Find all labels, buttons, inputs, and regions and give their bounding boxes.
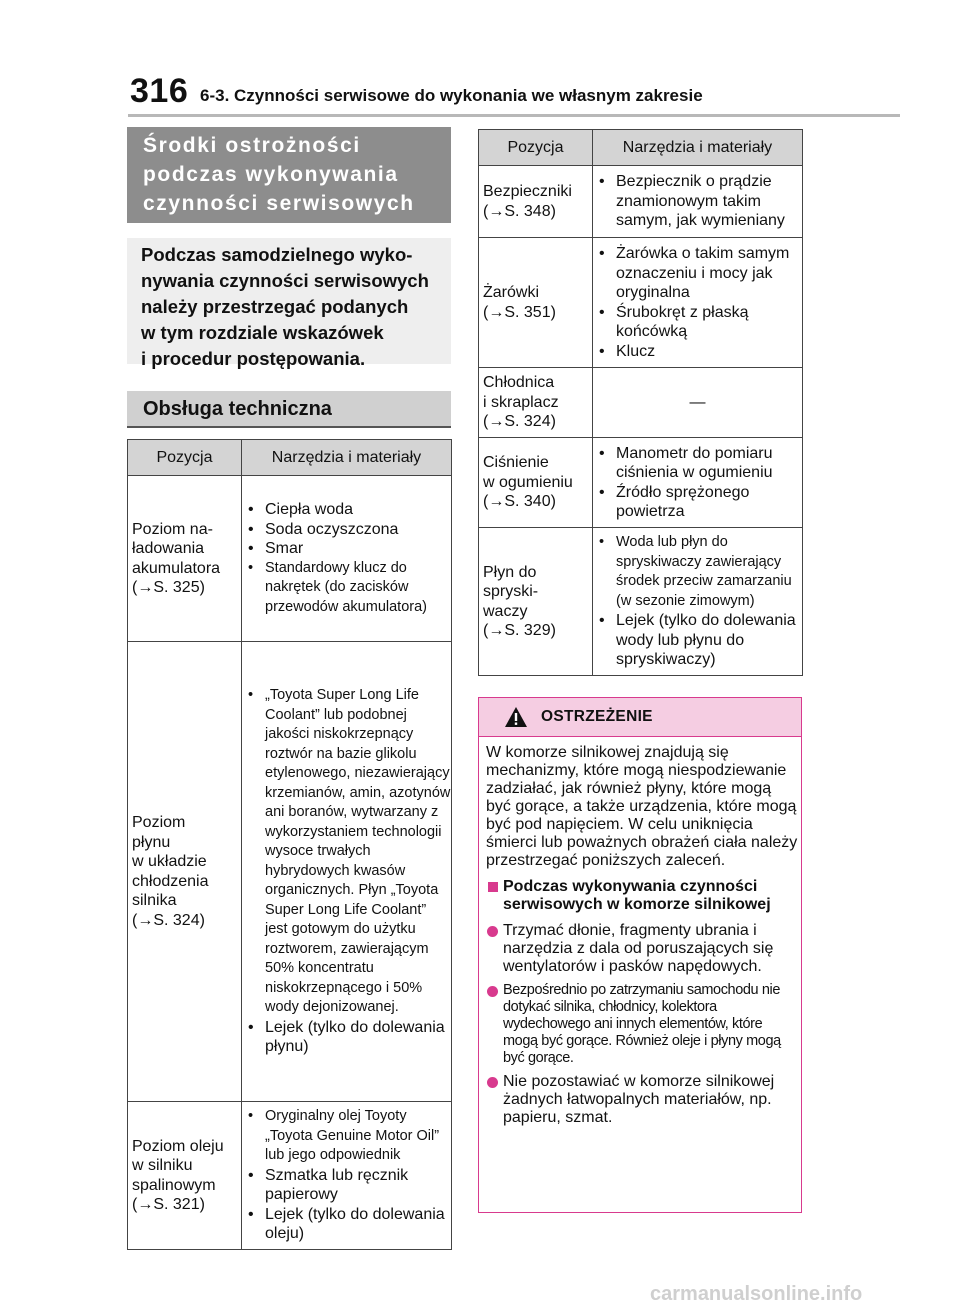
position-line: (→S. 324) xyxy=(483,413,556,431)
position-line: waczy xyxy=(483,602,528,620)
position-line: płynu xyxy=(132,833,171,851)
position-line: chłodzenia xyxy=(132,872,209,890)
position-line: (→S. 321) xyxy=(132,1196,205,1213)
tools-cell xyxy=(593,166,803,238)
main-heading-line: podczas wykonywania xyxy=(143,163,399,186)
position-line: spalinowym xyxy=(132,1176,216,1194)
page-number: 316 xyxy=(130,72,189,110)
table-row xyxy=(479,528,803,676)
table-row xyxy=(128,476,452,642)
tools-list xyxy=(248,686,451,1057)
maintenance-table-left xyxy=(127,439,452,1250)
warning-body xyxy=(486,744,798,1133)
position-line: w ogumieniu xyxy=(483,473,573,491)
position-line: Bezpieczniki xyxy=(483,183,572,200)
warning-item: Trzymać dłonie, fragmenty ubrania i narzędzia z dala od poruszających się wentylatorów i pasków napędowych. xyxy=(486,922,798,976)
intro-line: nywania czynności serwisowych xyxy=(141,270,429,291)
tools-list xyxy=(248,500,451,617)
position-line: Poziom xyxy=(132,814,186,831)
position-cell xyxy=(128,1102,242,1250)
position-line: Chłodnica xyxy=(483,374,555,392)
sub-heading: Obsługa techniczna xyxy=(127,391,451,427)
position-cell xyxy=(479,438,593,528)
position-line: Poziom oleju xyxy=(132,1137,224,1155)
list-item: • Lejek (tylko do dolewania oleju) xyxy=(248,1205,451,1244)
tools-list xyxy=(599,444,802,522)
list-item: • Soda oczyszczona xyxy=(248,520,451,540)
position-line: Płyn do xyxy=(483,563,537,581)
warning-intro: W komorze silnikowej znajdują się mechanizmy, które mogą niespodziewanie zadziałać, jak również płyny, które mogą być gorące, a także urządzenia, które mogą być pod napięciem. W celu uniknięcia śmierci lub poważnych obrażeń ciała należy przestrzegać poniższych zaleceń. xyxy=(486,744,798,869)
position-line: (→S. 340) xyxy=(483,493,556,511)
position-line: w układzie xyxy=(132,853,207,870)
intro-box xyxy=(127,238,451,369)
tools-cell xyxy=(593,438,803,528)
intro-line: w tym rozdziale wskazówek xyxy=(141,322,384,343)
table-row xyxy=(479,368,803,438)
list-item: • Woda lub płyn do spryskiwaczy zawierający środek przeciw zamarzaniu (w sezonie zimowym) xyxy=(599,533,802,611)
list-item: • Źródło sprężonego powietrza xyxy=(599,483,802,522)
list-item: • Standardowy klucz do nakrętek (do zacisków przewodów akumulatora) xyxy=(248,559,451,618)
column-header-position: Pozycja xyxy=(128,440,242,476)
list-item: • „Toyota Super Long Life Coolant” lub podobnej jakości niskokrzepnący roztwór na bazie glikolu etylenowego, niezawierający krzemianów, amin, azotynów ani boranów, wytwarzany z wykorzystaniem technologii wysoce trwałych hybrydowych kwasów organicznych. Płyn „Toyota Super Long Life Coolant” jest gotowym do użytku roztworem, zawierającym 50% koncentratu niskokrzepnącego i 50% wody dejonizowanej. xyxy=(248,686,451,1018)
position-cell xyxy=(479,528,593,676)
position-line: silnika xyxy=(132,892,177,909)
position-line: akumulatora xyxy=(132,559,221,577)
warning-item: Nie pozostawiać w komorze silnikowej żadnych łatwopalnych materiałów, np. papieru, szmat. xyxy=(486,1073,798,1127)
position-line: Ciśnienie xyxy=(483,454,549,472)
position-cell xyxy=(128,642,242,1102)
tools-cell xyxy=(242,476,452,642)
position-line: Żarówki xyxy=(483,284,540,301)
tools-cell xyxy=(242,1102,452,1250)
list-item: • Bezpiecznik o prądzie znamionowym takim samym, jak wymieniany xyxy=(599,172,802,231)
watermark: carmanualsonline.info xyxy=(650,1283,863,1305)
list-item: • Szmatka lub ręcznik papierowy xyxy=(248,1166,451,1205)
warning-box xyxy=(478,697,802,1213)
warning-header xyxy=(479,698,801,737)
position-line: w silniku xyxy=(132,1157,193,1174)
table-header-row xyxy=(128,440,452,476)
intro-line: i procedur postępowania. xyxy=(141,348,366,369)
list-item: • Żarówka o takim samym oznaczeniu i mocy jak oryginalna xyxy=(599,244,802,303)
intro-line: należy przestrzegać podanych xyxy=(141,296,409,317)
table-row xyxy=(479,238,803,368)
tools-list xyxy=(599,533,802,670)
list-item: • Manometr do pomiaru ciśnienia w ogumieniu xyxy=(599,444,802,483)
list-item: • Lejek (tylko do dolewania płynu) xyxy=(248,1018,451,1057)
tools-cell-empty: — xyxy=(593,368,803,438)
table-row xyxy=(128,1102,452,1250)
header-divider xyxy=(128,114,900,117)
table-row xyxy=(479,166,803,238)
table-row xyxy=(479,438,803,528)
section-title: 6-3. Czynności serwisowe do wykonania we własnym zakresie xyxy=(200,86,703,105)
position-line: spryski- xyxy=(483,583,539,600)
main-heading xyxy=(127,127,451,223)
position-line: i skraplacz xyxy=(483,393,559,411)
list-item: • Oryginalny olej Toyoty „Toyota Genuine Motor Oil” lub jego odpowiednik xyxy=(248,1107,451,1166)
position-cell xyxy=(479,238,593,368)
position-line: (→S. 324) xyxy=(132,911,205,929)
list-item: • Lejek (tylko do dolewania wody lub płynu do spryskiwaczy) xyxy=(599,611,802,670)
tools-cell xyxy=(593,528,803,676)
position-line: (→S. 329) xyxy=(483,622,556,639)
warning-item: Bezpośrednio po zatrzymaniu samochodu nie dotykać silnika, chłodnicy, kolektora wydechowego ani innych elementów, które mogą być gorące. Również oleje i płyny mogą być gorące. xyxy=(486,982,798,1067)
main-heading-line: Środki ostrożności xyxy=(143,134,361,157)
warning-subheading: Podczas wykonywania czynności serwisowych w komorze silnikowej xyxy=(486,878,798,914)
tools-cell xyxy=(242,642,452,1102)
list-item: • Smar xyxy=(248,539,451,559)
position-line: ładowania xyxy=(132,540,205,557)
main-heading-line: czynności serwisowych xyxy=(143,192,415,215)
position-cell xyxy=(128,476,242,642)
warning-title: OSTRZEŻENIE xyxy=(541,708,653,725)
list-item: • Klucz xyxy=(599,342,802,362)
position-line: (→S. 325) xyxy=(132,579,205,596)
position-cell xyxy=(479,166,593,238)
column-header-position: Pozycja xyxy=(479,130,593,166)
maintenance-table-right xyxy=(478,129,803,676)
position-line: Poziom na- xyxy=(132,520,213,538)
list-item: • Śrubokręt z płaską końcówką xyxy=(599,303,802,342)
position-cell xyxy=(479,368,593,438)
list-item: • Ciepła woda xyxy=(248,500,451,520)
tools-list xyxy=(248,1107,451,1244)
column-header-tools: Narzędzia i materiały xyxy=(242,440,452,476)
warning-triangle-icon xyxy=(504,706,528,728)
position-line: (→S. 351) xyxy=(483,303,556,321)
table-row xyxy=(128,642,452,1102)
tools-list xyxy=(599,172,802,231)
tools-cell xyxy=(593,238,803,368)
tools-list xyxy=(599,244,802,361)
position-line: (→S. 348) xyxy=(483,202,556,220)
intro-line: Podczas samodzielnego wyko- xyxy=(141,244,413,265)
sub-heading-divider xyxy=(127,426,451,428)
column-header-tools: Narzędzia i materiały xyxy=(593,130,803,166)
table-header-row xyxy=(479,130,803,166)
